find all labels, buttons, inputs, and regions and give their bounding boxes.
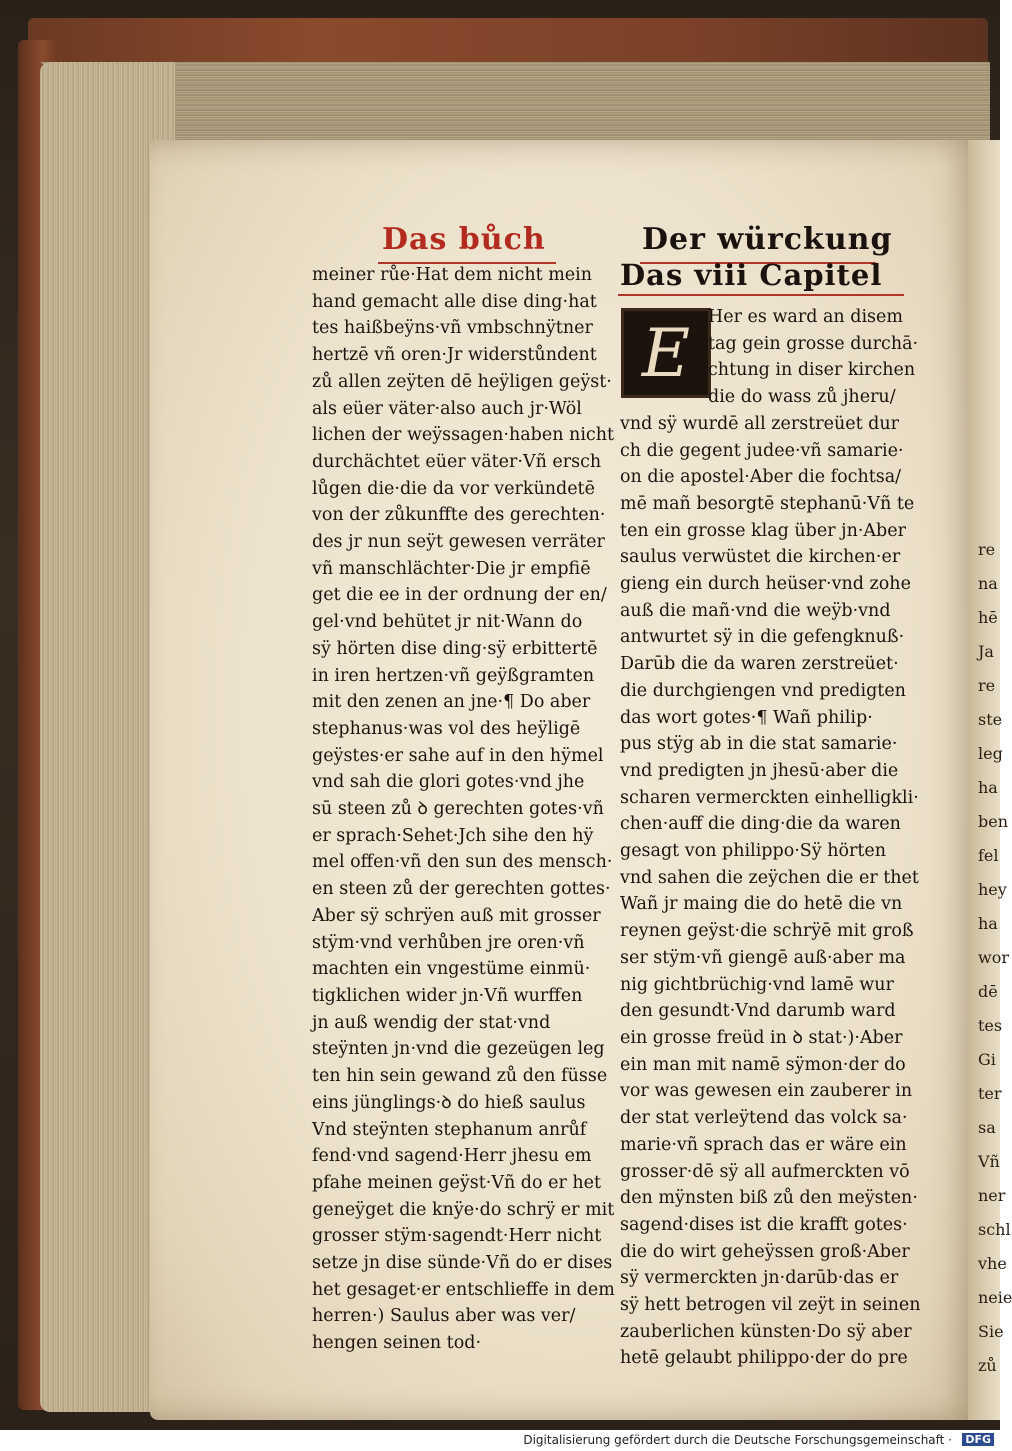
text-line: meiner růe·Hat dem nicht mein (312, 265, 593, 285)
facing-page-fragment: vhe (978, 1254, 1007, 1273)
facing-page-fragment: Vñ (978, 1152, 1000, 1171)
text-line: sÿ hett betrogen vil zeÿt in seinen (620, 1295, 921, 1316)
text-line: Her es ward an disem (708, 307, 903, 327)
text-line: ch die gegent judee·vñ samarie· (620, 440, 904, 461)
text-line: geÿstes·er sahe auf in den hÿmel (312, 745, 604, 766)
text-line: tigklichen wider jn·Vñ wurffen (312, 985, 583, 1006)
text-line: von der zůkunffte des gerechten· (312, 505, 606, 526)
text-line: er sprach·Sehet·Jch sihe den hÿ (312, 825, 594, 846)
text-line: saulus verwüstet die kirchen·er (620, 547, 901, 568)
text-line: den mÿnsten biß zů den meÿsten· (620, 1188, 918, 1209)
text-line: fend·vnd sagend·Herr jhesu em (312, 1146, 592, 1167)
facing-page-fragment: sa (978, 1118, 996, 1137)
text-line: grosser·dē sÿ all aufmerckten vō (620, 1161, 910, 1182)
text-line: Aber sÿ schrÿen auß mit grosser (312, 905, 601, 926)
text-line: chen·auff die ding·die da waren (620, 814, 901, 835)
text-line: in iren hertzen·vñ geÿßgramten (312, 665, 595, 686)
facing-page-fragment: ha (978, 914, 998, 933)
text-line: vnd predigten jn jhesū·aber die (620, 760, 899, 781)
text-line: tag gein grosse durchā· (708, 333, 919, 354)
dfg-logo: DFG (962, 1433, 994, 1446)
text-line: die durchgiengen vnd predigten (620, 680, 906, 701)
facing-page-fragment: re (978, 676, 996, 695)
text-line: nig gichtbrüchig·vnd lamē wur (620, 974, 894, 995)
text-line: auß die mañ·vnd die weÿb·vnd (620, 600, 891, 621)
text-line: sū steen zů ꝺ gerechten gotes·vñ (312, 799, 604, 820)
text-line: mel offen·vñ den sun des mensch· (312, 852, 613, 873)
facing-page-fragment: schl (978, 1220, 1011, 1239)
running-head-left-text: Das bůch (382, 222, 546, 257)
text-line: den gesundt·Vnd darumb ward (620, 1001, 896, 1022)
text-line: reynen geÿst·die schrÿē mit groß (620, 921, 914, 942)
text-line: gesagt von philippo·Sÿ hörten (620, 841, 887, 862)
text-line: ten ein grosse klag über jn·Aber (620, 520, 906, 541)
facing-page-fragment: fel (978, 846, 999, 865)
red-rule-chapter (618, 294, 904, 296)
facing-page-fragment: dē (978, 982, 998, 1001)
facing-page-fragment: Gi (978, 1050, 996, 1069)
facing-page-fragment: na (978, 574, 998, 593)
text-line: pfahe meinen geÿst·Vñ do er het (312, 1172, 602, 1193)
text-line: jn auß wendig der stat·vnd (312, 1012, 551, 1033)
facing-page-fragment: Ja (978, 642, 994, 661)
text-line: des jr nun seÿt gewesen verräter (312, 532, 605, 553)
text-line: ein grosse freüd in ꝺ stat·)·Aber (620, 1027, 903, 1048)
text-line: hetē gelaubt philippo·der do pre (620, 1348, 908, 1369)
text-line: durchächtet eüer väter·Vñ ersch (312, 451, 602, 472)
text-line: scharen vermerckten einhelligkli· (620, 787, 919, 808)
text-line: Darūb die da waren zerstreüet· (620, 654, 899, 675)
chapter-heading (620, 258, 882, 292)
text-line: herren·) Saulus aber was ver/ (312, 1306, 576, 1327)
text-line: ten hin sein gewand zů den füsse (312, 1066, 608, 1087)
text-line: Wañ jr maing die do hetē die vn (620, 894, 903, 915)
text-line: Vnd steÿnten stephanum anrůf (312, 1119, 587, 1140)
text-line: zů allen zeÿten dē heÿligen geÿst· (312, 371, 612, 392)
text-line: pus stÿg ab in die stat samarie· (620, 734, 898, 755)
facing-page-fragment: ner (978, 1186, 1006, 1205)
facing-page-fragment: ste (978, 710, 1003, 729)
text-line: hertzē vñ oren·Jr widerstůndent (312, 345, 597, 366)
facing-page-fragment: tes (978, 1016, 1003, 1035)
text-line: die do wass zů jheru/ (708, 387, 896, 408)
text-line: mē mañ besorgtē stephanū·Vñ te (620, 493, 915, 514)
text-line: machten ein vngestüme einmü· (312, 959, 591, 980)
text-line: vor was gewesen ein zauberer in (620, 1081, 913, 1102)
text-line: marie·vñ sprach das er wäre ein (620, 1134, 907, 1155)
running-head-right-text: Der würckung (642, 222, 893, 257)
text-line: lichen der weÿssagen·haben nicht (312, 425, 615, 446)
running-head-left (382, 222, 546, 257)
facing-page-fragment: neie (978, 1288, 1012, 1307)
text-line: hand gemacht alle dise ding·hat (312, 291, 597, 312)
text-line: stÿm·vnd verhůben jre oren·vñ (312, 932, 585, 953)
text-line: zauberlichen künsten·Do sÿ aber (620, 1321, 912, 1342)
facing-page-fragment: zů (978, 1356, 997, 1375)
text-line: sagend·dises ist die krafft gotes· (620, 1214, 908, 1235)
text-line: der stat verleÿtend das volck sa· (620, 1108, 908, 1129)
text-line: lůgen die·die da vor verkündetē (312, 478, 595, 499)
text-line: ein man mit namē sÿmon·der do (620, 1054, 906, 1075)
facing-page-fragment: ter (978, 1084, 1002, 1103)
footer-bar (0, 1430, 1000, 1451)
facing-page-fragment: hē (978, 608, 998, 627)
text-line: mit den zenen an jne·¶ Do aber (312, 692, 591, 713)
facing-page-fragment: re (978, 540, 996, 559)
text-column-right (620, 304, 921, 1372)
text-line: geneÿget die knÿe·do schrÿ er mit (312, 1199, 615, 1220)
book-cover-top (28, 18, 988, 68)
text-line: antwurtet sÿ in die gefengknuß· (620, 627, 905, 648)
facing-page-fragment: wor (978, 948, 1009, 967)
page-block-top (40, 62, 990, 142)
text-line: als eüer väter·also auch jr·Wöl (312, 398, 582, 419)
chapter-heading-text: Das viii Capitel (620, 258, 883, 292)
decorated-initial-letter: E (641, 315, 691, 392)
text-line: stephanus·was vol des heÿligē (312, 718, 581, 739)
text-line: vnd sahen die zeÿchen die er thet (620, 867, 919, 888)
facing-page-fragment: ha (978, 778, 998, 797)
text-line: setze jn dise sünde·Vñ do er dises (312, 1253, 613, 1274)
text-line: ser stÿm·vñ giengē auß·aber ma (620, 947, 906, 968)
funding-credit: Digitalisierung gefördert durch die Deutsche Forschungsgemeinschaft · (523, 1433, 952, 1447)
text-line: on die apostel·Aber die fochtsa/ (620, 467, 902, 488)
facing-page-fragment: Sie (978, 1322, 1004, 1341)
text-line: die do wirt geheÿssen groß·Aber (620, 1241, 910, 1262)
text-line: vnd sÿ wurdē all zerstreüet dur (620, 413, 900, 434)
text-line: das wort gotes·¶ Wañ philip· (620, 707, 873, 728)
text-line: chtung in diser kirchen (708, 360, 916, 381)
text-line: gieng ein durch heüser·vnd zohe (620, 574, 911, 595)
text-line: sÿ hörten dise ding·sÿ erbittertē (312, 638, 598, 659)
text-line: sÿ vermerckten jn·darūb·das er (620, 1268, 899, 1289)
text-line: eins jünglings·ꝺ do hieß saulus (312, 1092, 586, 1113)
text-line: tes haißbeÿns·vñ vmbschnÿtner (312, 318, 593, 339)
facing-page-fragment: leg (978, 744, 1003, 763)
text-line: vñ manschlächter·Die jr empfiē (312, 558, 591, 579)
text-line: het gesaget·er entschlieffe in dem (312, 1279, 615, 1300)
text-line: hengen seinen tod· (312, 1333, 482, 1354)
facing-page-fragment: ben (978, 812, 1009, 831)
text-line: vnd sah die glori gotes·vnd jhe (312, 772, 585, 793)
text-line: gel·vnd behütet jr nit·Wann do (312, 612, 583, 633)
text-line: grosser stÿm·sagendt·Herr nicht (312, 1226, 602, 1247)
text-column-left (312, 262, 615, 1357)
running-head-right (642, 222, 892, 257)
text-line: get die ee in der ordnung der en/ (312, 585, 607, 606)
text-line: en steen zů der gerechten gottes· (312, 879, 611, 900)
text-line: steÿnten jn·vnd die gezeügen leg (312, 1039, 605, 1060)
facing-page-fragment: hey (978, 880, 1007, 899)
